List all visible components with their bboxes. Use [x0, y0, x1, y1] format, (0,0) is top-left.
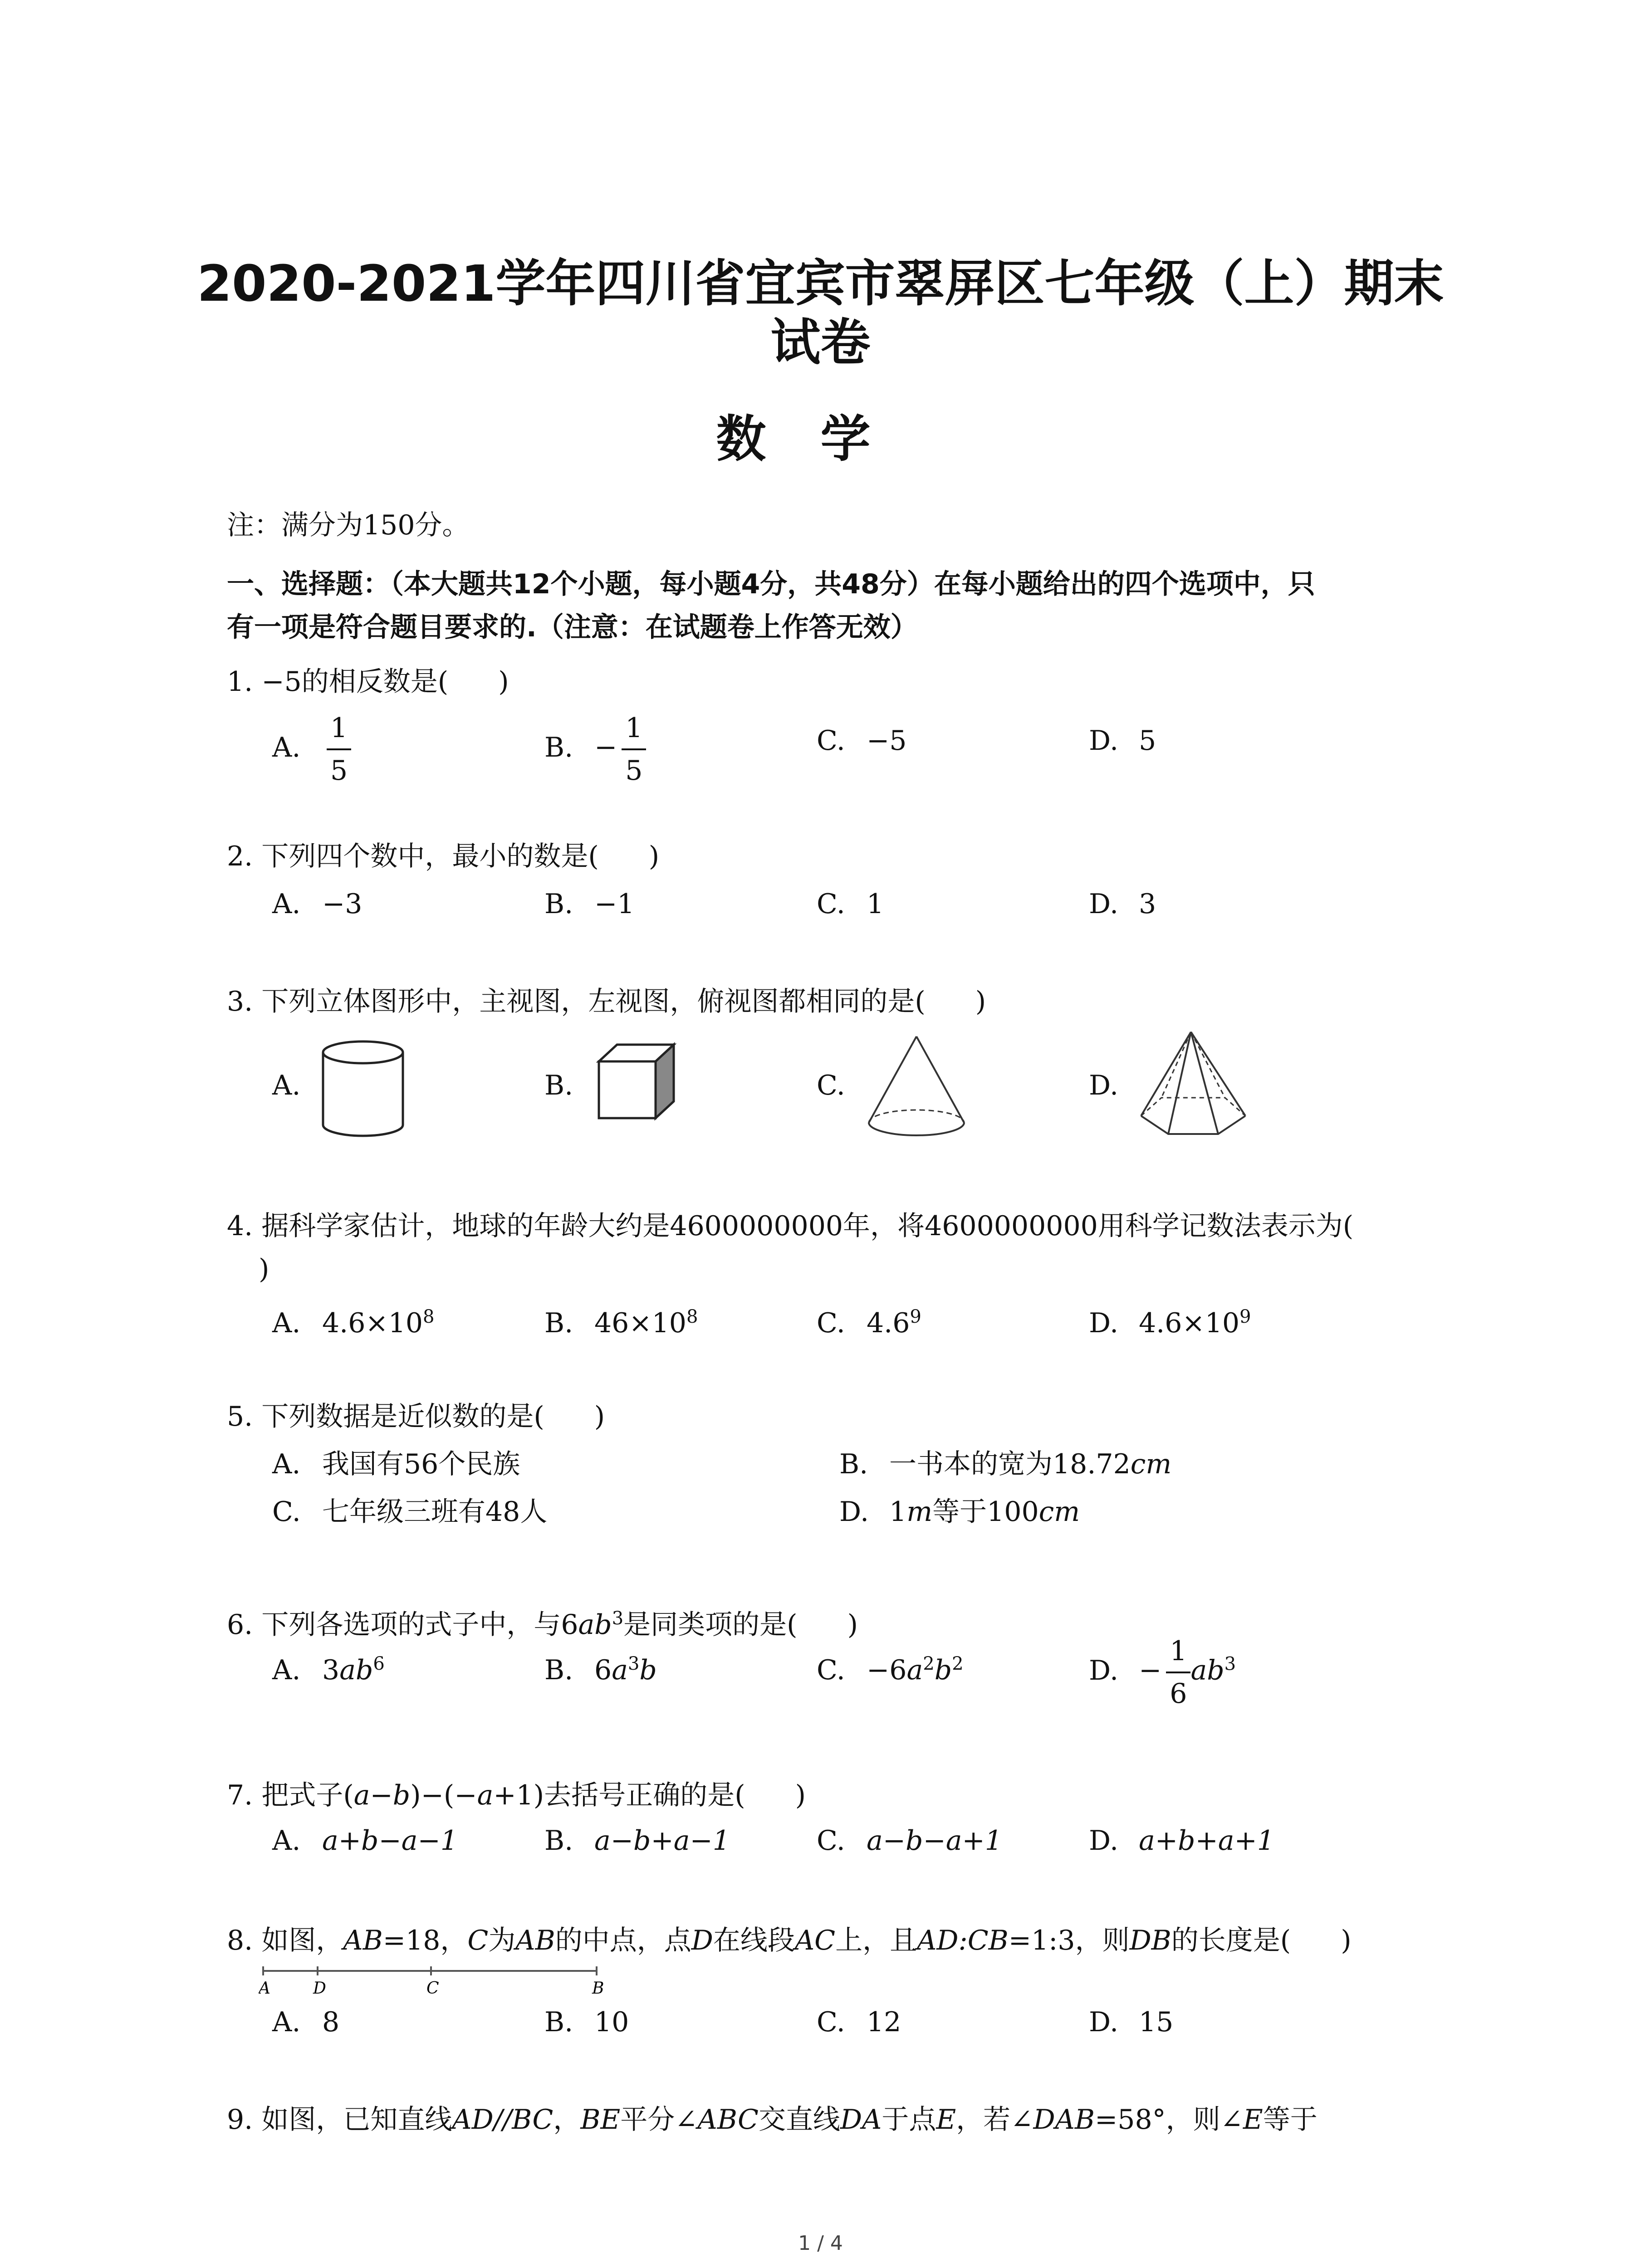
q6-option-a[interactable]: A. $3ab^6$ [272, 1653, 385, 1686]
question-4-close: ) [259, 1253, 269, 1285]
q1-option-b[interactable]: B. − $\frac{1}{5}$ [544, 708, 646, 791]
q3-option-c[interactable]: C. [817, 1070, 845, 1101]
question-9-stem: 9. 如图，已知直线AD//BC，BE平分∠ABC交直线DA于点E，若∠DAB=58°，则∠E等于 [227, 2104, 1318, 2136]
q2-option-d[interactable]: D. 3 [1089, 888, 1156, 920]
fraction: $\frac{1}{5}$ [622, 708, 646, 791]
q4-option-a[interactable]: A. $4.6\times 10^8$ [272, 1306, 435, 1339]
question-7-stem: 7. 把式子(a−b)−(−a+1)去括号正确的是( ) [227, 1779, 806, 1811]
q5-option-a[interactable]: A. 我国有56个民族 [272, 1448, 520, 1480]
q7-option-d[interactable]: D. a+b+a+1 [1089, 1825, 1274, 1857]
exam-title-line1: 2020-2021学年四川省宜宾市翠屏区七年级（上）期末 [197, 254, 1444, 313]
q8-option-d[interactable]: D. 15 [1089, 2006, 1174, 2038]
segment-figure [259, 1962, 612, 1998]
q4-option-d[interactable]: D. $4.6\times 10^9$ [1089, 1306, 1251, 1339]
question-4-stem: 4. 据科学家估计，地球的年龄大约是4600000000年，将4600000000用科学记数法表示为( [227, 1210, 1354, 1242]
page-number: 1 / 4 [798, 2232, 843, 2255]
q6-option-b[interactable]: B. $6a^3b$ [544, 1653, 657, 1686]
question-3-stem: 3. 下列立体图形中，主视图，左视图，俯视图都相同的是( ) [227, 986, 986, 1017]
section1-heading-line1: 一、选择题：（本大题共12个小题，每小题4分，共48分）在每小题给出的四个选项中，只 [227, 568, 1315, 600]
score-note: 注：满分为150分。 [227, 509, 470, 541]
q1-option-c[interactable]: C. −5 [817, 725, 907, 757]
cylinder-figure [318, 1039, 408, 1143]
q1-option-a[interactable]: A. $\frac{1}{5}$ [272, 708, 351, 791]
q7-option-b[interactable]: B. a−b+a−1 [544, 1825, 730, 1857]
q5-option-c[interactable]: C. 七年级三班有48人 [272, 1496, 548, 1528]
point-label-c: C [426, 1979, 439, 1998]
q2-option-a[interactable]: A. −3 [272, 888, 362, 920]
q4-option-b[interactable]: B. $46\times 10^8$ [544, 1306, 698, 1339]
point-label-d: D [313, 1979, 326, 1998]
question-5-stem: 5. 下列数据是近似数的是( ) [227, 1401, 605, 1432]
pyramid-figure [1134, 1025, 1252, 1152]
q3-option-a[interactable]: A. [272, 1070, 301, 1101]
question-8-stem: 8. 如图，AB=18，C为AB的中点，点D在线段AC上，且AD:CB=1:3，则DB的长度是( ) [227, 1925, 1352, 1956]
fraction: $\frac{1}{5}$ [327, 708, 351, 791]
q7-option-c[interactable]: C. a−b−a+1 [817, 1825, 1002, 1857]
question-1-stem: 1. −5的相反数是( ) [227, 666, 509, 698]
q8-option-c[interactable]: C. 12 [817, 2006, 901, 2038]
q1-option-d[interactable]: D. 5 [1089, 725, 1156, 757]
cube-figure [594, 1041, 681, 1127]
q4-option-c[interactable]: C. $4.6^9$ [817, 1306, 921, 1339]
q2-option-b[interactable]: B. −1 [544, 888, 635, 920]
q3-option-d[interactable]: D. [1089, 1070, 1119, 1101]
cone-figure [862, 1030, 971, 1148]
point-label-a: A [259, 1979, 270, 1998]
q5-option-d[interactable]: D. 1m等于100cm [839, 1496, 1080, 1528]
question-2-stem: 2. 下列四个数中，最小的数是( ) [227, 841, 660, 872]
q8-option-b[interactable]: B. 10 [544, 2006, 629, 2038]
question-6-stem: 6. 下列各选项的式子中，与$6ab^3$是同类项的是( ) [227, 1608, 858, 1641]
q7-option-a[interactable]: A. a+b−a−1 [272, 1825, 458, 1857]
q6-option-d[interactable]: D. − $\frac{1}{6}$ $ab^3$ [1089, 1631, 1236, 1714]
point-label-b: B [592, 1979, 604, 1998]
exam-title-line2: 试卷 [770, 313, 871, 371]
q5-option-b[interactable]: B. 一书本的宽为18.72cm [839, 1448, 1172, 1480]
section1-heading-line2: 有一项是符合题目要求的.（注意：在试题卷上作答无效） [227, 611, 918, 643]
q6-option-c[interactable]: C. $-6a^2b^2$ [817, 1653, 964, 1686]
fraction: $\frac{1}{6}$ [1166, 1631, 1190, 1714]
subject-title: 数学 [716, 410, 925, 468]
q2-option-c[interactable]: C. 1 [817, 888, 884, 920]
q3-option-b[interactable]: B. [544, 1070, 573, 1101]
q8-option-a[interactable]: A. 8 [272, 2006, 340, 2038]
